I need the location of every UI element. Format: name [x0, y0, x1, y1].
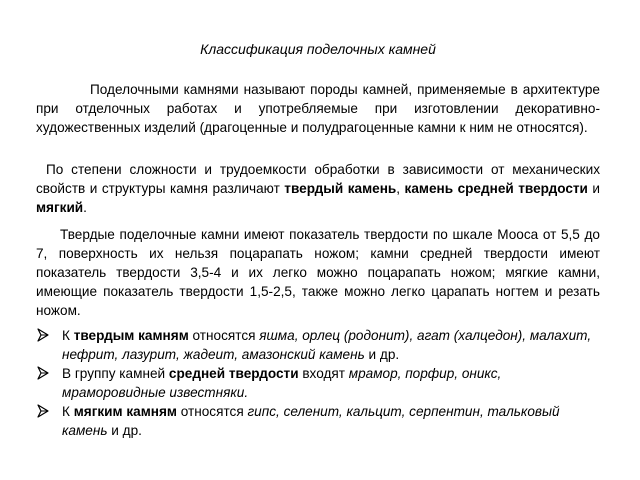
arrow-right-icon [36, 404, 50, 418]
term-soft-stone: мягкий [36, 200, 84, 215]
list-item-bold: мягким камням [73, 404, 177, 419]
arrow-right-icon [36, 366, 50, 380]
list-item-mid: относятся [188, 328, 260, 343]
paragraph-definition: Поделочными камнями называют породы камней, применяемые в архитектуре при отделочных работах и употребляемые при изготовлении декоративно-художественных изделий (драгоценные и полудрагоценные камни к ним не относятся). [36, 82, 600, 135]
list-item-bold: твердым камням [73, 328, 189, 343]
list-item-stones: гипс, селенит, кальцит, серпентин, тальковый камень [62, 404, 560, 438]
slide [36, 0, 600, 480]
paragraph-classification [36, 160, 600, 217]
list-item-pre: К [62, 404, 74, 419]
list-item-pre: К [62, 328, 74, 343]
list-item-post: и др. [107, 423, 142, 438]
list-item-soft [36, 402, 600, 440]
separator-comma: , [396, 181, 405, 196]
paragraph-classification-lead: По степени сложности и трудоемкости обработки в зависимости от механических свойств и структуры камня различают [36, 162, 600, 196]
term-hard-stone: твердый камень [284, 181, 397, 196]
separator-and: и [587, 181, 600, 196]
list-item-mid: относятся [176, 404, 248, 419]
list-item-stones: яшма, орлец (родонит), агат (халцедон), малахит, нефрит, лазурит, жадеит, амазонский камень [62, 328, 592, 362]
arrow-right-icon [36, 328, 50, 342]
list-item-bold: средней твердости [168, 366, 299, 381]
list-item-medium [36, 364, 600, 402]
list-item-stones: мрамор, порфир, оникс, мраморовидные известняки. [62, 366, 502, 400]
list-item-hard [36, 326, 600, 364]
list-item-pre: В группу камней [62, 366, 169, 381]
page-title: Классификация поделочных камней [200, 41, 436, 57]
stone-groups-list [36, 326, 600, 440]
sentence-end: . [83, 200, 87, 215]
paragraph-hardness: Твердые поделочные камни имеют показатель твердости по шкале Мооса от 5,5 до 7, поверхность их нельзя поцарапать ножом; камни средней твердости имеют показатель твердости 3,5-4 и их легко можно поцарапать ножом; мягкие камни, имеющие показатель твердости 1,5-2,5, также можно легко царапать ногтем и резать ножом. [36, 227, 600, 318]
term-medium-stone: камень средней твердости [404, 181, 588, 196]
list-item-post: и др. [364, 347, 400, 362]
list-item-mid: входят [298, 366, 349, 381]
